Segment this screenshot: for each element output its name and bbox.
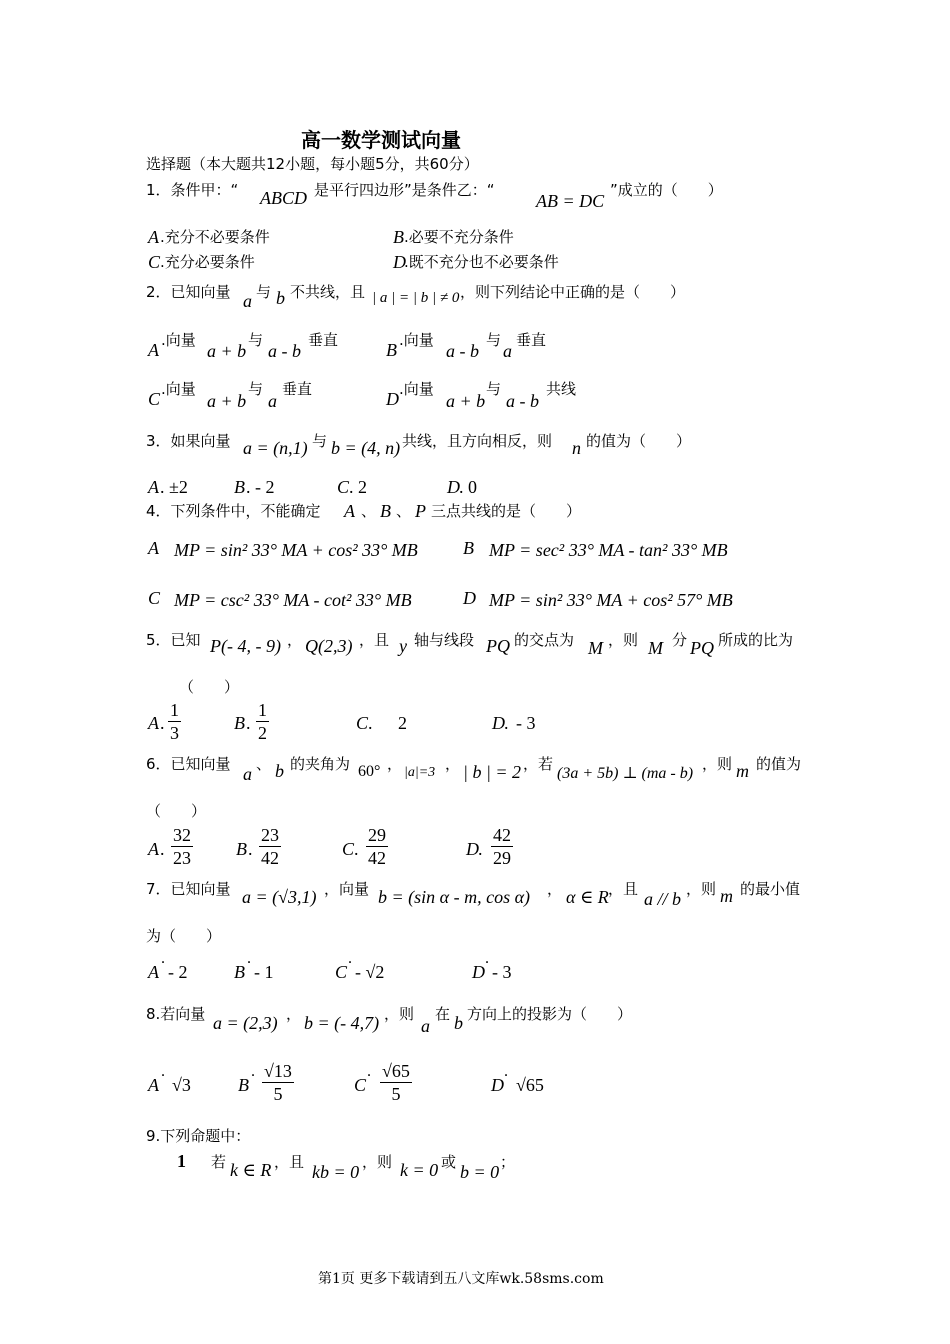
document-page: 高一数学测试向量 选择题（本大题共12小题，每小题5分，共60分） 1．条件甲：“ ABCD 是平行四边形”是条件乙：“ AB = DC ”成立的（ ） A .充分不必要条件 B .必要不充分条件 C .充分必要条件 D .既不充分也不必要条件 2．已知向量 a 与 b 不共线，且 | a | = | b | ≠ 0 ，则下列结论中正确的是（ ） A .向量 a + b 与 a - b 垂直 B .向量 a - b 与 a 垂直 C .向量 a + b 与 a 垂直 D .向量 a + b 与 a - b 共线 3．如果向量 a = (n,1) 与 b = (4, n) 共线，且方向相反，则 n 的值为（ ） A . ±2 B . - 2 C . 2 D . 0 4．下列条件中，不能确定 A 、 B 、 P 三点共线的是（ ） A MP = sin² 33° MA + cos² 33° MB B MP = sec² 33° MA - tan² 33° MB C MP = csc² 33° MA - cot² 33° MB D MP = sin² 33° MA + cos² 57° MB 5．已知 P(- 4, - 9) ， Q(2,3) ，且 y 轴与线段 PQ 的交点为 M ，则 M 分 PQ 所成的比为 （ ） A . $\frac{1}{3}$ B . $\frac{1}{2}$ C . 2 D . - 3 6．已知向量 a 、 b 的夹角为 60° ， |a|=3 ， | b | = 2 ，若 (3a + 5b) ⊥ (ma - b) ，则 m 的值为 （ ） A . $\frac{32}{23}$ B . $\frac{23}{42}$ C . $\frac{29}{42}$ D . $\frac{42}{29}$ 7．已知向量 a = (√3,1) ，向量 b = (sin α - m, cos α) ， α ∈ R ，且 a // b ，则 m 的最小值 为（ ） A ˙ - 2 B ˙ - 1 C ˙ - √2 D ˙ - 3 8.若向量 a = (2,3) ， b = (- 4,7) ，则 a 在 b 方向上的投影为（ ） A ˙ √3 B ˙ $\frac{√13}{5}$ C ˙ $\frac{√65}{5}$ D ˙ √65 9.下列命题中： 1 若 k ∈ R ，且 kb = 0 ，则 k = 0 或 b = 0 ； 第1页 更多下载请到五八文库wk.58sms.com bbox=[0, 0, 950, 1344]
fraction: $\frac{1}{3}$ bbox=[170, 700, 179, 743]
fraction: $\frac{√65}{5}$ bbox=[382, 1061, 410, 1104]
section-header: 选择题（本大题共12小题，每小题5分，共60分） bbox=[146, 155, 479, 173]
fraction: $\frac{1}{2}$ bbox=[258, 700, 267, 743]
fraction: $\frac{23}{42}$ bbox=[261, 825, 279, 868]
page-title: 高一数学测试向量 bbox=[301, 128, 461, 152]
fraction: $\frac{32}{23}$ bbox=[173, 825, 191, 868]
fraction: $\frac{42}{29}$ bbox=[493, 825, 511, 868]
fraction: $\frac{√13}{5}$ bbox=[264, 1061, 292, 1104]
page-footer: 第1页 更多下载请到五八文库wk.58sms.com bbox=[318, 1271, 604, 1287]
fraction: $\frac{29}{42}$ bbox=[368, 825, 386, 868]
